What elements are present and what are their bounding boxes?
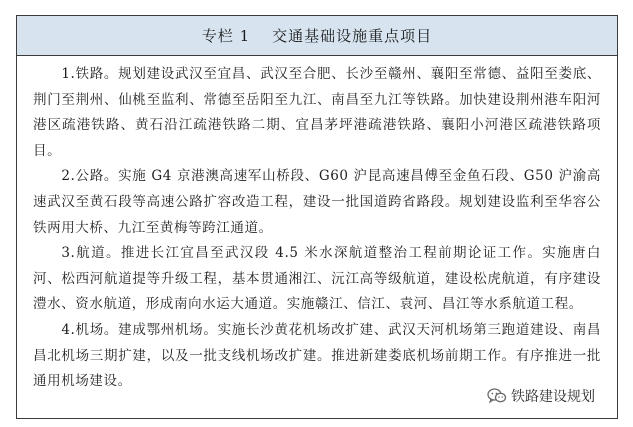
paragraph-text: 推进长江宜昌至武汉段 4.5 米水深航道整治工程前期论证工作。实施唐白河、松西河航道提等升级工程，基本贯通湘江、沅江高等级航道，建设松虎航道，有序建设澧水、资水航道，形成南向水运大通道。实施赣江、信江、袁河、昌江等水系航道工程。 (33, 245, 601, 313)
paragraph-lead: 3.航道。 (61, 245, 121, 262)
paragraph-highway (33, 164, 601, 241)
watermark (487, 386, 595, 406)
column-number: 专栏 1 (201, 27, 251, 45)
paragraph-text: 规划建设武汉至宜昌、武汉至合肥、长沙至赣州、襄阳至常德、益阳至娄底、荆门至荆州、仙桃至监利、常德至岳阳至九江、南昌至九江等铁路。加快建设荆州港车阳河港区疏港铁路、黄石沿江疏港铁路二期、宜昌茅坪港疏港铁路、襄阳小河港区疏港铁路项目。 (33, 66, 601, 159)
paragraph-text: 建成鄂州机场。实施长沙黄花机场改扩建、武汉天河机场第三跑道建设、南昌昌北机场三期扩建，以及一批支线机场改扩建。推进新建娄底机场前期工作。有序推进一批通用机场建设。 (33, 321, 601, 390)
paragraph-lead: 1.铁路。 (61, 66, 119, 82)
column-title: 交通基础设施重点项目 (272, 27, 433, 45)
paragraph-lead: 4.机场。 (61, 321, 119, 338)
column-header (17, 16, 617, 56)
paragraph-railway (33, 62, 601, 164)
paragraph-lead: 2.公路。 (61, 168, 119, 185)
watermark-text: 铁路建设规划 (511, 389, 595, 405)
wechat-icon (487, 388, 507, 404)
column-body (17, 56, 617, 395)
paragraph-text: 实施 G4 京港澳高速军山桥段、G60 沪昆高速昌傅至金鱼石段、G50 沪渝高速武汉至黄石段等高速公路扩容改造工程，建设一批国道跨省路段。规划建设监利至华容公铁两用大桥、九江至黄梅等跨江通道。 (33, 168, 601, 236)
paragraph-airport (33, 318, 601, 395)
paragraph-waterway (33, 241, 601, 318)
column-panel (16, 15, 618, 419)
